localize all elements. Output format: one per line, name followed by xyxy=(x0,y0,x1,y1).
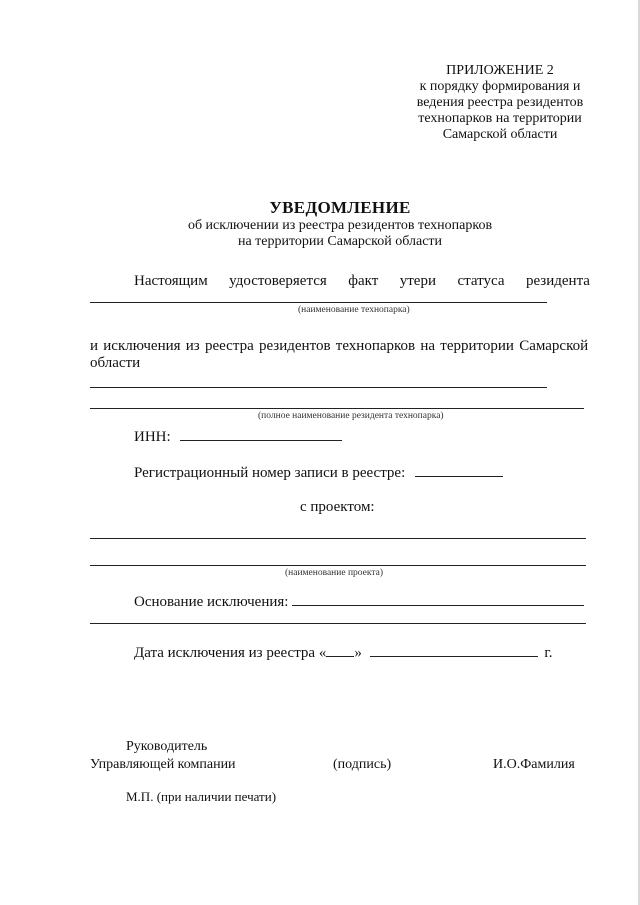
resident-name-field-2[interactable] xyxy=(90,408,584,409)
intro-word: статуса xyxy=(457,273,505,289)
exclusion-text xyxy=(90,338,590,372)
document-subtitle: на территории Самарской области xyxy=(237,234,443,249)
document-subtitle: об исключении из реестра резидентов технопарков xyxy=(187,218,493,233)
inn-field[interactable] xyxy=(180,427,342,441)
name-label: И.О.Фамилия xyxy=(493,757,575,772)
appendix-line: технопарков на территории xyxy=(418,111,582,126)
inn-row xyxy=(134,427,342,446)
appendix-title: ПРИЛОЖЕНИЕ 2 xyxy=(446,63,554,78)
reg-number-row xyxy=(134,463,503,482)
resident-name-field-1[interactable] xyxy=(90,387,547,388)
project-label: с проектом: xyxy=(300,499,375,515)
appendix-line: Самарской области xyxy=(442,127,558,142)
project-name-field-1[interactable] xyxy=(90,538,586,539)
appendix-line: ведения реестра резидентов xyxy=(416,95,584,110)
basis-label: Основание исключения: xyxy=(134,594,289,610)
appendix-block xyxy=(400,63,600,143)
appendix-line: к порядку формирования и xyxy=(419,79,581,94)
document-title: УВЕДОМЛЕНИЕ xyxy=(269,198,411,217)
intro-row xyxy=(134,273,590,290)
signature-label: (подпись) xyxy=(333,757,392,772)
date-day-field[interactable] xyxy=(326,643,354,657)
date-prefix: Дата исключения из реестра « xyxy=(134,645,327,661)
date-row xyxy=(134,643,553,662)
exclusion-line-text: и исключения из реестра резидентов технопарков на территории Самарской xyxy=(90,338,589,354)
caption-resident: (полное наименование резидента технопарка) xyxy=(258,411,444,421)
date-suffix: г. xyxy=(544,645,553,661)
intro-word: утери xyxy=(399,273,436,289)
exclusion-line xyxy=(90,338,590,355)
project-name-field-2[interactable] xyxy=(90,565,586,566)
seal-label: М.П. (при наличии печати) xyxy=(126,789,277,804)
exclusion-line-2: области xyxy=(90,355,141,371)
intro-word: удостоверяется xyxy=(229,273,327,289)
role-line-1: Руководитель xyxy=(126,739,208,754)
date-month-year-field[interactable] xyxy=(370,643,538,657)
technopark-name-field[interactable] xyxy=(90,302,547,303)
title-block xyxy=(0,198,640,250)
inn-label: ИНН: xyxy=(134,429,171,445)
basis-field[interactable] xyxy=(292,592,584,606)
caption-project: (наименование проекта) xyxy=(285,568,384,578)
intro-word: Настоящим xyxy=(134,273,208,289)
intro-word: резидента xyxy=(525,273,590,289)
intro-word: факт xyxy=(348,273,379,289)
date-quote-close: » xyxy=(354,645,362,661)
basis-row xyxy=(134,592,584,611)
caption-technopark: (наименование технопарка) xyxy=(298,305,410,315)
reg-number-field[interactable] xyxy=(415,463,503,477)
basis-field-2[interactable] xyxy=(90,623,586,624)
reg-number-label: Регистрационный номер записи в реестре: xyxy=(134,465,406,481)
role-line-2: Управляющей компании xyxy=(90,757,236,772)
